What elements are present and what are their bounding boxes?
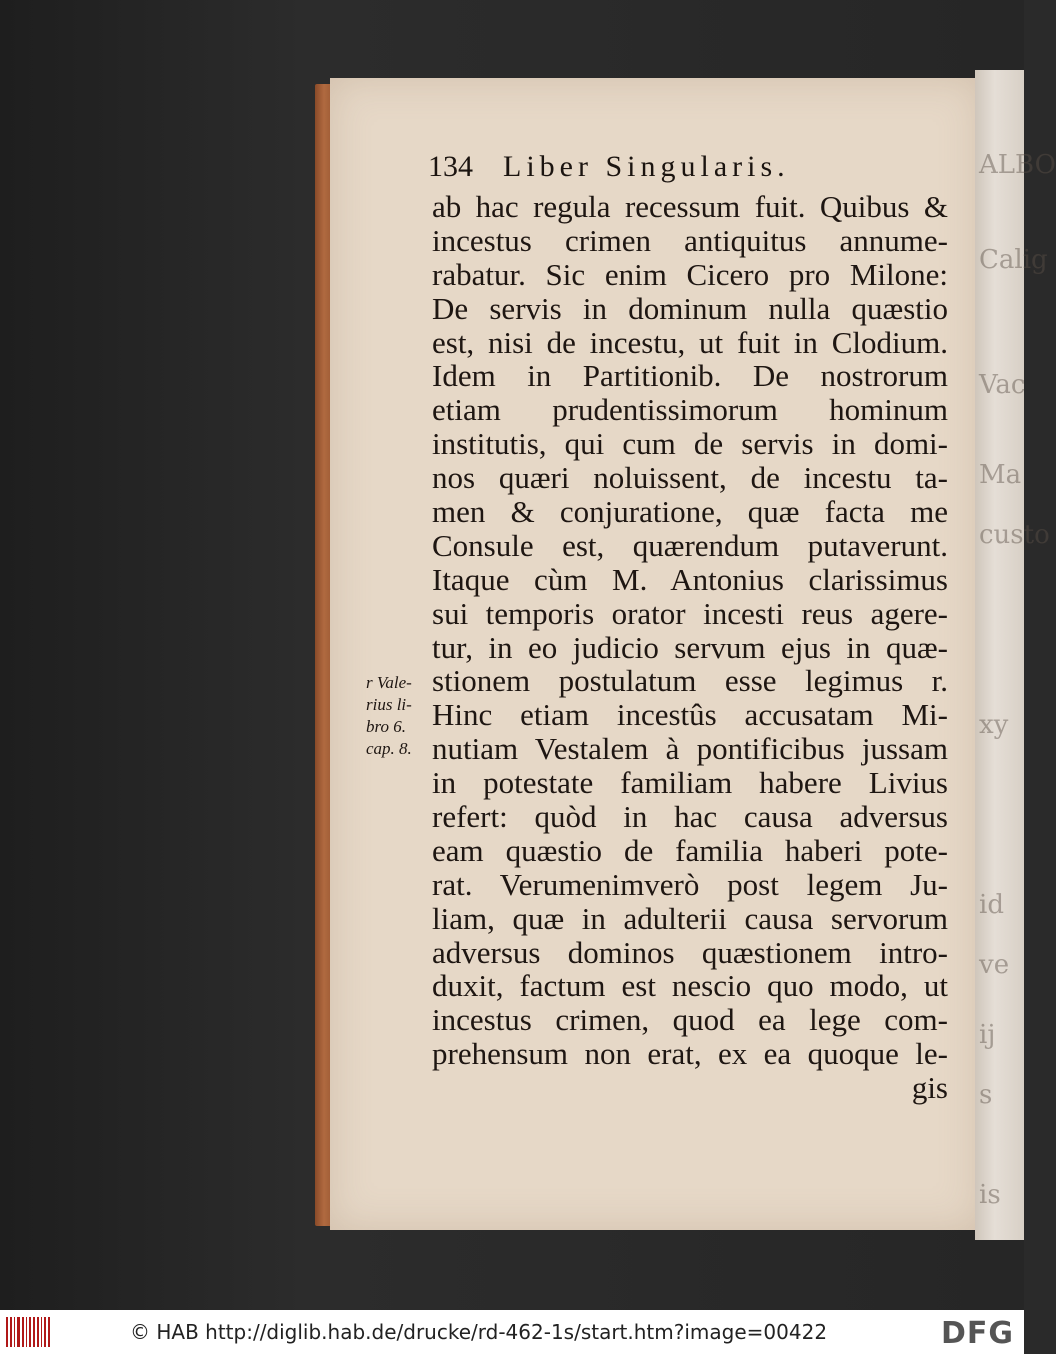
ghost-text: ALBO — [979, 150, 1056, 180]
catchword: gis — [911, 1070, 948, 1106]
text-line: men & conjuratione, quæ facta me — [432, 494, 948, 530]
text-line: in potestate familiam habere Livius — [432, 765, 948, 801]
marginal-line: rius li- — [366, 695, 412, 714]
ghost-text: Vac — [979, 370, 1026, 400]
marginal-note — [366, 672, 430, 760]
ghost-text: xy — [979, 710, 1009, 740]
ghost-text: ij — [979, 1020, 996, 1050]
marginal-line: cap. 8. — [366, 739, 412, 758]
text-line: liam, quæ in adulterii causa servorum — [432, 900, 948, 936]
ghost-text: Ma — [979, 460, 1022, 490]
text-line: Itaque cùm M. Antonius clarissimus — [432, 561, 948, 597]
ghost-text: ve — [979, 950, 1010, 980]
text-line: nutiam Vestalem à pontificibus jussam — [432, 731, 948, 767]
running-header — [428, 150, 948, 184]
footer-bar — [0, 1310, 1024, 1354]
ghost-text: Calig — [979, 245, 1048, 275]
body-text — [432, 190, 948, 1105]
text-line: incestus crimen, quod ea lege com- — [432, 1002, 948, 1038]
text-line: refert: quòd in hac causa adversus — [432, 799, 948, 835]
text-line: nos quæri noluissent, de incestu ta- — [432, 460, 948, 496]
text-line: Consule est, quærendum putaverunt. — [432, 527, 948, 563]
text-line: rabatur. Sic enim Cicero pro Milone: — [432, 256, 948, 292]
marginal-line: bro 6. — [366, 717, 406, 736]
text-line: rat. Verumenimverò post legem Ju- — [432, 866, 948, 902]
text-line: eam quæstio de familia haberi pote- — [432, 832, 948, 868]
ghost-text: custo — [979, 520, 1050, 550]
text-line: duxit, factum est nescio quo modo, ut — [432, 968, 948, 1004]
text-line: prehensum non erat, ex ea quoque le- — [432, 1036, 948, 1072]
text-line: tur, in eo judicio servum ejus in quæ- — [432, 629, 948, 665]
next-page-strip — [975, 70, 1056, 1240]
text-line: est, nisi de incestu, ut fuit in Clodium. — [432, 324, 948, 360]
text-line: adversus dominos quæstionem intro- — [432, 934, 948, 970]
text-line: ab hac regula recessum fuit. Quibus & — [432, 189, 948, 224]
page-number: 134 — [428, 150, 473, 183]
dfg-logo: DFG — [940, 1316, 1014, 1351]
text-line: Hinc etiam incestûs accusatam Mi- — [432, 697, 948, 733]
ghost-text: id — [979, 890, 1004, 920]
text-line: De servis in dominum nulla quæstio — [432, 290, 948, 326]
text-line: etiam prudentissimorum hominum — [432, 392, 948, 428]
ghost-text: is — [979, 1180, 1001, 1210]
text-line: institutis, qui cum de servis in domi- — [432, 426, 948, 462]
barcode-icon — [6, 1317, 50, 1347]
marginal-line: r Vale- — [366, 673, 412, 692]
running-title: Liber Singularis. — [503, 150, 790, 183]
text-line: Idem in Partitionib. De nostrorum — [432, 358, 948, 394]
text-line: stionem postulatum esse legimus r. — [432, 663, 948, 699]
ghost-text: s — [979, 1080, 993, 1110]
copyright-link[interactable]: © HAB http://diglib.hab.de/drucke/rd-462-1s/start.htm?image=00422 — [130, 1320, 828, 1344]
text-line: incestus crimen antiquitus annume- — [432, 222, 948, 258]
text-line: sui temporis orator incesti reus agere- — [432, 595, 948, 631]
